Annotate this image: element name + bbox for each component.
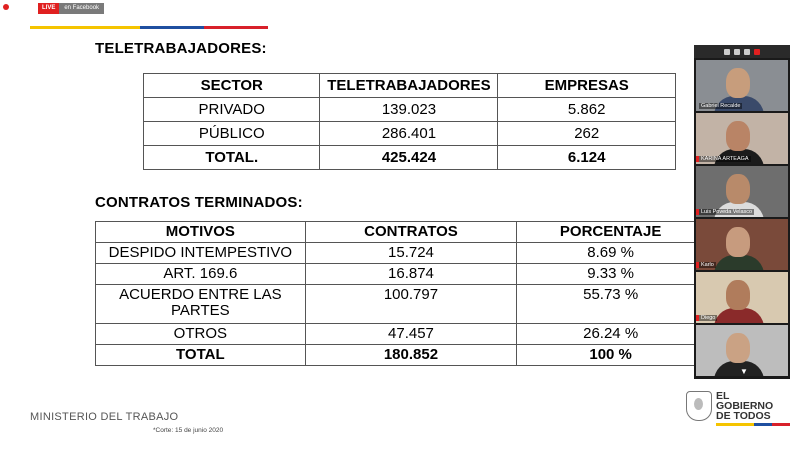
ministry-name: MINISTERIO DEL TRABAJO xyxy=(30,411,179,423)
participant-body xyxy=(714,308,764,323)
participant-avatar xyxy=(726,333,750,363)
chevron-down-icon[interactable]: ▼ xyxy=(740,367,748,376)
video-participants-panel[interactable] xyxy=(694,45,790,379)
close-icon[interactable] xyxy=(754,49,760,55)
participant-video-tile[interactable] xyxy=(696,272,788,323)
column-header-porcentaje: PORCENTAJE xyxy=(517,222,705,243)
participant-name: Diego xyxy=(701,315,716,321)
table-row xyxy=(144,122,676,146)
table-header-row xyxy=(96,222,705,243)
table-row xyxy=(96,285,705,324)
table-cell: TOTAL xyxy=(96,345,306,366)
government-logo xyxy=(686,391,790,426)
participant-name: Karlo xyxy=(701,262,714,268)
gallery-view-icon[interactable] xyxy=(744,49,750,55)
column-header-empresas: EMPRESAS xyxy=(498,74,676,98)
table-cell: 5.862 xyxy=(498,98,676,122)
speaker-view-icon[interactable] xyxy=(734,49,740,55)
live-source-label: en Facebook xyxy=(59,3,104,14)
coat-of-arms-icon xyxy=(686,391,712,421)
contratos-table xyxy=(95,221,705,366)
participant-avatar xyxy=(726,280,750,310)
recording-indicator-icon xyxy=(3,4,9,10)
participant-avatar xyxy=(726,121,750,151)
participant-video-tile[interactable] xyxy=(696,60,788,111)
table-cell: 286.401 xyxy=(320,122,498,146)
logo-text-line3: DE TODOS xyxy=(716,410,771,422)
participant-name: Luis Poveda Velasco xyxy=(701,209,753,215)
table-cell: 6.124 xyxy=(498,146,676,170)
table-cell: PÚBLICO xyxy=(144,122,320,146)
participant-name: KARINA ARTEAGA xyxy=(701,156,749,162)
table-total-row xyxy=(144,146,676,170)
table-total-row xyxy=(96,345,705,366)
teletrabajadores-heading: TELETRABAJADORES: xyxy=(95,40,267,57)
table-cell: 8.69 % xyxy=(517,243,705,264)
table-row xyxy=(96,243,705,264)
table-cell: DESPIDO INTEMPESTIVO xyxy=(96,243,306,264)
participant-avatar xyxy=(726,227,750,257)
column-header-teletrabajadores: TELETRABAJADORES xyxy=(320,74,498,98)
table-row xyxy=(144,98,676,122)
participant-avatar xyxy=(726,68,750,98)
table-cell: 9.33 % xyxy=(517,264,705,285)
table-row xyxy=(96,264,705,285)
table-cell: TOTAL. xyxy=(144,146,320,170)
participant-video-tile[interactable] xyxy=(696,219,788,270)
flag-color-stripe xyxy=(30,26,268,29)
table-cell: OTROS xyxy=(96,324,306,345)
table-cell: 139.023 xyxy=(320,98,498,122)
panel-toolbar xyxy=(694,45,790,58)
cutoff-date-note: *Corte: 15 de junio 2020 xyxy=(153,427,224,434)
column-header-sector: SECTOR xyxy=(144,74,320,98)
minimize-icon[interactable] xyxy=(724,49,730,55)
table-cell: 55.73 % xyxy=(517,285,705,324)
participant-body xyxy=(714,255,764,270)
table-cell: 100 % xyxy=(517,345,705,366)
teletrabajadores-table xyxy=(143,73,676,170)
table-cell: 180.852 xyxy=(305,345,517,366)
logo-flag-stripe xyxy=(716,423,790,426)
live-badge: LIVE xyxy=(38,3,59,14)
table-cell: 26.24 % xyxy=(517,324,705,345)
participant-video-tile[interactable] xyxy=(696,166,788,217)
table-cell: ACUERDO ENTRE LAS PARTES xyxy=(96,285,306,324)
participant-avatar xyxy=(726,174,750,204)
logo-text-line1: EL xyxy=(716,390,730,402)
table-row xyxy=(96,324,705,345)
table-cell: 47.457 xyxy=(305,324,517,345)
column-header-contratos: CONTRATOS xyxy=(305,222,517,243)
table-cell: 425.424 xyxy=(320,146,498,170)
logo-text-line2: GOBIERNO xyxy=(716,400,774,412)
contratos-terminados-heading: CONTRATOS TERMINADOS: xyxy=(95,194,303,211)
table-cell: ART. 169.6 xyxy=(96,264,306,285)
participant-name: Gabriel Recalde xyxy=(701,103,741,109)
participant-body xyxy=(714,361,764,376)
table-cell: 262 xyxy=(498,122,676,146)
table-cell: 16.874 xyxy=(305,264,517,285)
column-header-motivos: MOTIVOS xyxy=(96,222,306,243)
table-cell: 100.797 xyxy=(305,285,517,324)
table-header-row xyxy=(144,74,676,98)
participant-video-tile[interactable] xyxy=(696,113,788,164)
table-cell: 15.724 xyxy=(305,243,517,264)
live-stream-bar xyxy=(38,3,104,14)
table-cell: PRIVADO xyxy=(144,98,320,122)
